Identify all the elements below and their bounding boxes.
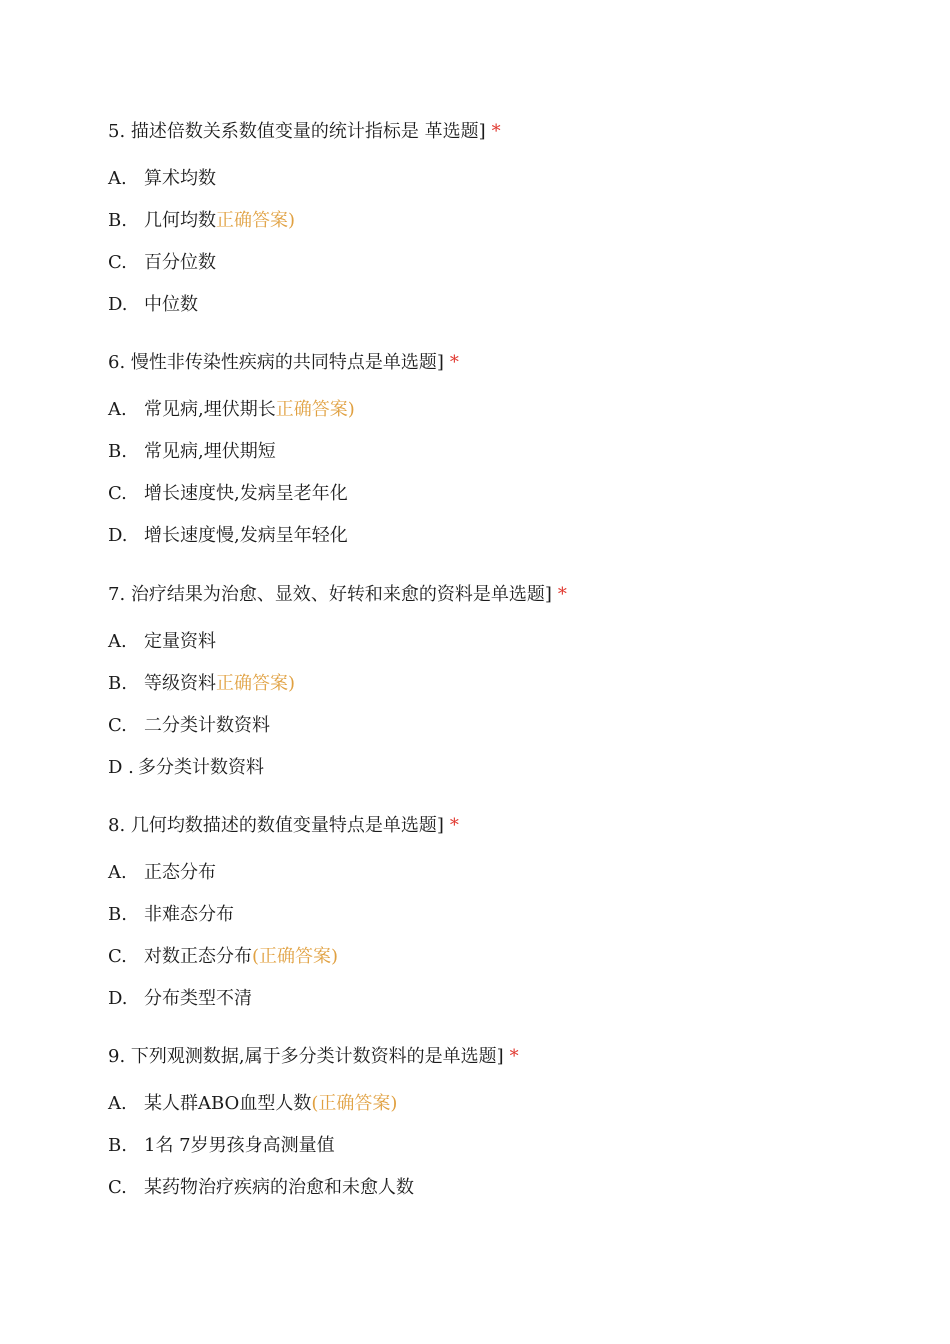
question-5-option-c: C. 百分位数 (108, 252, 216, 273)
question-6-option-c: C. 增长速度快,发病呈老年化 (108, 483, 348, 504)
question-6-option-d: D. 增长速度慢,发病呈年轻化 (108, 525, 348, 546)
correct-answer-tag: 正确答案) (216, 210, 296, 231)
correct-answer-tag: (正确答案) (252, 946, 339, 967)
required-star: * (509, 1046, 519, 1067)
question-7-stem: 7. 治疗结果为治愈、显效、好转和来愈的资料是单选题] * (108, 584, 567, 605)
question-6-stem: 6. 慢性非传染性疾病的共同特点是单选题] * (108, 352, 459, 373)
question-9-stem: 9. 下列观测数据,属于多分类计数资料的是单选题] * (108, 1046, 519, 1067)
question-5-stem: 5. 描述倍数关系数值变量的统计指标是 革选题] * (108, 121, 501, 142)
required-star: * (449, 352, 459, 373)
question-9-option-a: A. 某人群ABO血型人数(正确答案) (108, 1093, 398, 1114)
question-7-option-c: C. 二分类计数资料 (108, 715, 270, 736)
question-7-option-d: D . 多分类计数资料 (108, 757, 264, 778)
required-star: * (449, 815, 459, 836)
correct-answer-tag: (正确答案) (311, 1093, 398, 1114)
question-8-option-a: A. 正态分布 (108, 862, 216, 883)
question-6-option-b: B. 常见病,埋伏期短 (108, 441, 276, 462)
question-5-option-b: B. 几何均数正确答案) (108, 210, 296, 231)
question-5-option-a: A. 算术均数 (108, 168, 216, 189)
question-7-option-b: B. 等级资料正确答案) (108, 673, 296, 694)
required-star: * (491, 121, 501, 142)
question-8-option-b: B. 非难态分布 (108, 904, 234, 925)
question-7-option-a: A. 定量资料 (108, 631, 216, 652)
correct-answer-tag: 正确答案) (275, 399, 355, 420)
required-star: * (557, 584, 567, 605)
question-8-stem: 8. 几何均数描述的数值变量特点是单选题] * (108, 815, 459, 836)
question-5-option-d: D. 中位数 (108, 294, 198, 315)
correct-answer-tag: 正确答案) (216, 673, 296, 694)
question-8-option-d: D. 分布类型不清 (108, 988, 252, 1009)
question-9-option-b: B. 1名 7岁男孩身高测量值 (108, 1135, 335, 1156)
question-6-option-a: A. 常见病,埋伏期长正确答案) (108, 399, 355, 420)
question-8-option-c: C. 对数正态分布(正确答案) (108, 946, 339, 967)
question-9-option-c: C. 某药物治疗疾病的治愈和未愈人数 (108, 1177, 414, 1198)
